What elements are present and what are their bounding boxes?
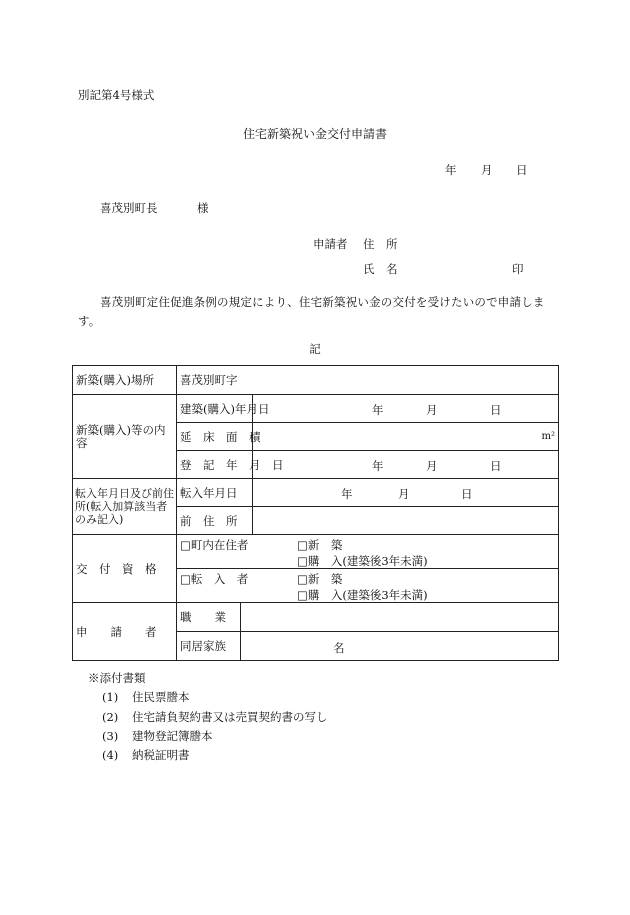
table-row [73,535,559,569]
transfer-year-label: 年 [341,487,353,501]
reg-year-label: 年 [372,459,384,473]
table-row [73,603,559,632]
family-field[interactable] [241,632,559,661]
attachment-text: 住宅請負契約書又は売買契約書の写し [132,710,328,724]
table-row [73,395,559,423]
floor-area-unit: m² [541,431,555,442]
table-row [73,479,559,507]
location-label: 新築(購入)場所 [73,366,177,395]
registration-date-label: 登 記 年 月 日 [177,451,253,479]
applicant-address-label: 住 所 [363,237,398,251]
attachment-number: (2) [102,710,119,724]
floor-area-label: 延 床 面 積 [177,423,253,451]
registration-date-field[interactable] [253,451,559,479]
list-item [102,689,190,705]
body-text: 喜茂別町定住促進条例の規定により、住宅新築祝い金の交付を受けたいので申請します。 [78,295,545,328]
applicant-label: 申請者 [313,237,348,251]
new-build-checkbox-1[interactable]: □新 築 [297,538,343,552]
date-day-label: 日 [516,163,528,177]
floor-area-field[interactable] [253,423,559,451]
transfer-month-label: 月 [398,487,410,501]
list-item [102,709,328,725]
prev-address-label: 前 住 所 [177,507,253,535]
application-table [72,365,559,661]
build-date-field[interactable] [253,395,559,423]
addressee-name: 喜茂別町長 [100,201,158,215]
location-value[interactable]: 喜茂別町字 [177,366,559,395]
build-day-label: 日 [490,403,502,417]
date-month-label: 月 [481,163,493,177]
build-year-label: 年 [372,403,384,417]
transfer-date-field[interactable] [253,479,559,507]
form-number: 別記第4号様式 [78,88,155,102]
transfer-checkbox[interactable]: □転 入 者 [180,572,249,586]
list-item [102,728,213,744]
reg-day-label: 日 [490,459,502,473]
attachment-text: 住民票謄本 [132,690,190,704]
applicant-name-label: 氏 名 [363,262,398,276]
prev-address-field[interactable] [253,507,559,535]
form-title: 住宅新築祝い金交付申請書 [242,127,387,141]
date-year-label: 年 [445,163,457,177]
purchase-checkbox-1[interactable]: □購 入(建築後3年未満) [297,554,428,568]
eligibility-label: 交 付 資 格 [73,535,177,603]
eligibility-transfer-row [177,569,559,603]
addressee-suffix: 様 [197,201,209,215]
attachments-heading: ※添付書類 [88,671,146,685]
purchase-checkbox-2[interactable]: □購 入(建築後3年未満) [297,588,428,602]
attachment-number: (4) [102,748,119,762]
list-item [102,747,190,763]
content-label: 新築(購入)等の内容 [73,395,177,479]
table-row [73,366,559,395]
attachment-text: 納税証明書 [132,748,190,762]
transfer-label: 転入年月日及び前住所(転入加算該当者のみ記入) [73,479,177,535]
attachment-number: (3) [102,729,119,743]
applicant-section-label: 申 請 者 [73,603,177,661]
new-build-checkbox-2[interactable]: □新 築 [297,572,343,586]
reg-month-label: 月 [426,459,438,473]
transfer-date-label: 転入年月日 [177,479,253,507]
resident-checkbox[interactable]: □町内在住者 [180,538,249,552]
build-date-label: 建築(購入)年月日 [177,395,253,423]
occupation-label: 職 業 [177,603,241,632]
ki-heading: 記 [309,342,321,356]
transfer-day-label: 日 [461,487,473,501]
family-label: 同居家族 [177,632,241,661]
attachment-number: (1) [102,690,119,704]
build-month-label: 月 [426,403,438,417]
attachment-text: 建物登記簿謄本 [132,729,213,743]
seal-mark: 印 [512,262,524,276]
occupation-field[interactable] [241,603,559,632]
eligibility-resident-row [177,535,559,569]
family-unit: 名 [333,641,345,655]
